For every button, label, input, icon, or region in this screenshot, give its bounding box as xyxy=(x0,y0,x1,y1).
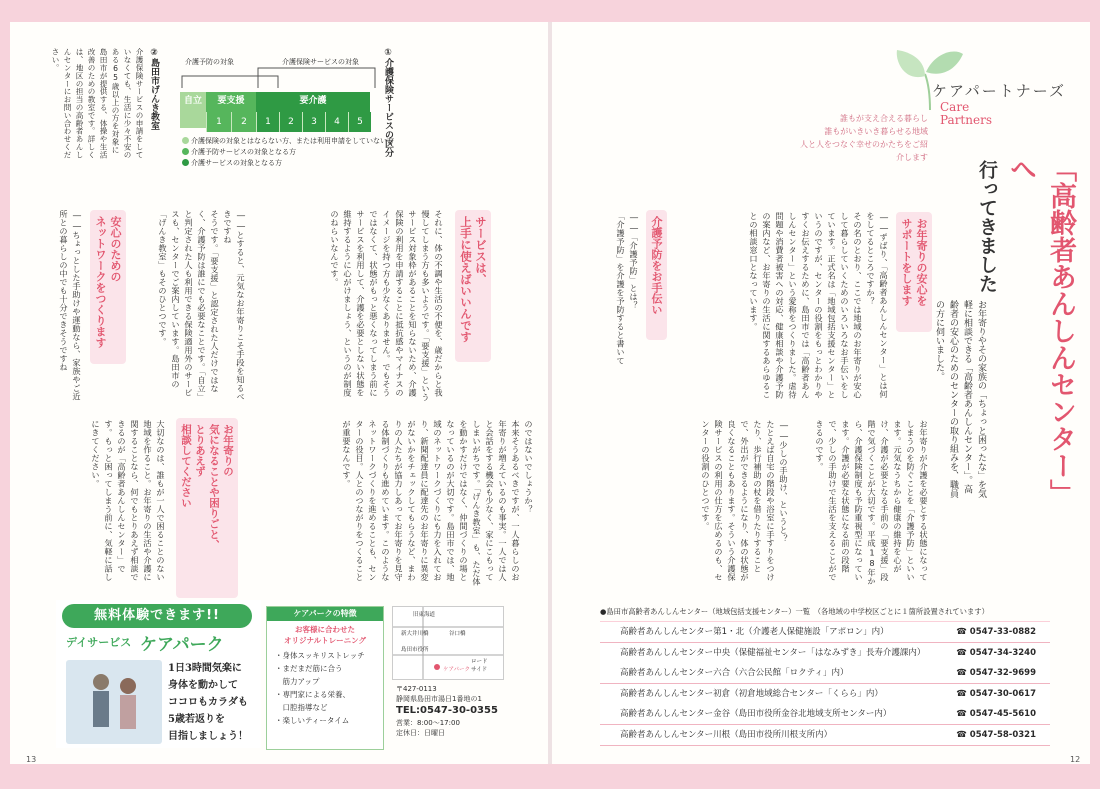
legend-2-text: 介護予防サービスの対象となる方 xyxy=(191,148,296,156)
ad-banner: 無料体験できます!! xyxy=(62,604,252,628)
brand-sub-1: 誰もが支え合える暮らし xyxy=(840,114,928,123)
diagram-num: 5 xyxy=(348,112,371,132)
section1-num: ① xyxy=(383,48,393,58)
section2-title xyxy=(148,48,161,158)
center-row xyxy=(600,663,1050,684)
diagram-num: 4 xyxy=(325,112,348,132)
diagram-num: 1 xyxy=(256,112,279,132)
brand-en-2: Partners xyxy=(940,113,992,127)
body-col-2: ――「介護予防」とは？ 「介護予防」を介護を予防すると書いて xyxy=(616,212,639,365)
legend-dot-dark xyxy=(182,159,189,166)
center-name: 高齢者あんしんセンター川根（島田市役所川根支所内） xyxy=(620,730,833,740)
diagram-yoshien: 要支援 xyxy=(206,92,256,128)
ad-name: ケアパーク xyxy=(140,635,224,655)
center-name: 高齢者あんしんセンター六合（六合公民館「ロクティ」内） xyxy=(620,668,849,679)
feature-item: ・まだまだ筋に合う xyxy=(275,664,343,673)
ad-address: 静岡県島田市湯日1番地の1 xyxy=(396,695,482,703)
center-phone: ☎ 0547-58-0321 xyxy=(956,730,1036,740)
ad-features-box xyxy=(266,606,384,750)
map-label: 旧東海道 xyxy=(413,612,436,618)
headline-main xyxy=(1000,155,1080,515)
ad-closed: 定休日：日曜日 xyxy=(396,729,445,737)
people-photo-icon xyxy=(66,660,162,744)
center-phone: ☎ 0547-45-5610 xyxy=(956,709,1036,720)
map-label: ケアパーク xyxy=(443,667,471,673)
brand-sub-3: 人と人をつなぐ幸せのかたちをご紹介します xyxy=(800,140,928,162)
ad-tagline-2: 身体を動かして xyxy=(168,680,238,691)
diagram-num: 1 xyxy=(206,112,231,132)
ad-feature-sub: お客様に合わせた オリジナルトレーニング xyxy=(284,625,366,645)
body-col-5: ――とすると、元気なお年寄りこそ手段を知るべきですね そうです。「要支援」と認定された人だけではなく、介護予防は誰にでも必要なことです。「自立」と判定された人も利用できる保険適用外のサービスも、センターでご案内しています。島田市の「げんき教室」もそのひとつです。 xyxy=(158,210,246,402)
ad-tel: TEL:0547-30-0355 xyxy=(396,705,498,716)
lead-1: お年寄りやその家族の「ちょっと困ったな」を気軽に相談 xyxy=(962,300,986,498)
brand-subtitle xyxy=(800,112,928,164)
label-prevention: 介護予防の対象 xyxy=(185,58,234,66)
ad-tagline xyxy=(168,660,264,745)
feature-item: 筋力アップ xyxy=(282,677,320,686)
lead-3: センターの取り組みを、職員の方に伺いました。 xyxy=(934,300,958,498)
center-name: 高齢者あんしんセンター初倉（初倉地域総合センター「くらら」内） xyxy=(620,688,883,699)
ad-hours: 営業：8:00〜17:00 xyxy=(396,719,460,727)
center-phone: ☎ 0547-34-3240 xyxy=(956,647,1036,658)
center-name: 高齢者あんしんセンター金谷（島田市役所金谷北地域支所センター内） xyxy=(620,709,892,720)
map-label: ロード サイド xyxy=(471,659,488,673)
legend-1-text: 介護保険の対象とはならない方、または利用申請をしていない方 xyxy=(191,137,394,145)
body-col-4: ――少しの手助け、というと？ たとえば自宅の階段や浴室に手すりをつけたり、歩行補助の杖を借りたりすることで、外出ができるようになり、体の状態が良くなることもあります。そういう介護保険サービスの利用の仕方を広めるのも、センターの役割のひとつです。 xyxy=(701,420,789,582)
headline-sub: 行ってきました xyxy=(976,160,998,293)
diagram-num: 2 xyxy=(279,112,302,132)
lead-text xyxy=(932,300,988,500)
ad-tagline-1: 1日3時間気楽に xyxy=(168,663,242,674)
ad-contact xyxy=(396,684,498,738)
center-row xyxy=(600,643,1050,664)
legend-dot-mid xyxy=(182,148,189,155)
ad-tagline-5: 目指しましょう！ xyxy=(168,731,248,742)
ad-feature-title: ケアパークの特徴 xyxy=(267,607,383,621)
center-name: 高齢者あんしんセンター中央（保健福祉センター「はなみずき」長寿介護課内） xyxy=(620,647,926,658)
diagram-num: 3 xyxy=(302,112,325,132)
headline-open: 「 xyxy=(1045,155,1076,182)
center-phone: ☎ 0547-32-9699 xyxy=(956,668,1036,679)
heading-network: 安心のための ネットワークをつくります xyxy=(90,210,126,364)
body-col-1: ――ずばり、「高齢者あんしんセンター」とは何をしてるところですか？ その名のとおり、ここでは地域のお年寄りが安心して暮らしていくためのいろいろなお手伝いをしています。正式名は「地域包括支援センター」というのですが、センターの役割をもっとわかりやすくお伝えするために、島田市では「高齢者あんしんセンター」という愛称をつくりました。虐待問題や消費者被害への対応、健康相談や介護予防の案内など、お年寄りの生活に関するあらゆることの相談窓口となっています。 xyxy=(749,212,889,399)
section1-title xyxy=(382,48,395,168)
center-row xyxy=(600,704,1050,725)
center-row xyxy=(600,622,1050,643)
legend-1 xyxy=(182,136,394,146)
diagram-brackets xyxy=(180,64,380,92)
feature-item: ・専門家による栄養、 xyxy=(275,690,350,699)
section1-label: 介護保険サービスの区分 xyxy=(383,58,393,157)
ad-tagline-3: ココロもカラダも xyxy=(168,697,248,708)
ad-photo xyxy=(66,660,162,744)
legend-2 xyxy=(182,147,296,157)
page-spine xyxy=(548,22,552,764)
diagram-num: 2 xyxy=(231,112,256,132)
center-name: 高齢者あんしんセンター第1・北（介護老人保健施設「アポロン」内） xyxy=(620,627,889,637)
diagram-yokaigo: 要介護 xyxy=(256,92,370,128)
heading-prevention: 介護予防をお手伝い xyxy=(646,210,667,340)
page-number-right: 12 xyxy=(1070,755,1081,764)
map-label: 谷口橋 xyxy=(449,631,466,637)
section2-text: 介護保険サービスの申請をしていなくても、生活に少々不安のある65歳以上の方を対象に島田市が提供する、体操や生活改善のための教室です。詳しくは、地区の担当の高齢者あんしんセンターにお問い合わせください。 xyxy=(51,48,144,159)
brand-en-1: Care xyxy=(940,100,970,114)
body-col-6: それに、体の不調や生活の不便を、歳だからと我慢してしまう方も多いようです。「要支援」というサービス対象枠があることを知らないため、介護保険の利用を申請することに抵抗感やマイナスのイメージを持つ方も少なくありません。でもそうではなくて、状態がもっと悪くなってしまう前にサービスを利用して、介護を必要としない状態を維持するように心がけましょう、というのが制度のねらいなんです。 xyxy=(330,210,444,402)
section2-num: ② xyxy=(149,48,159,58)
ad-zip: 〒427-0113 xyxy=(396,685,437,693)
legend-3 xyxy=(182,158,282,168)
feature-item: ・楽しいティータイム xyxy=(275,716,350,725)
page-number-left: 13 xyxy=(26,755,37,764)
feature-item: 口腔指導など xyxy=(282,703,328,712)
headline-center: 高齢者あんしんセンター xyxy=(1045,182,1076,479)
lead-2: できる「高齢者あんしんセンター」。高齢者の安心のための xyxy=(948,300,972,494)
center-phone: ☎ 0547-30-0617 xyxy=(956,688,1036,699)
brand-title: ケアパートナーズ xyxy=(932,82,1067,100)
headline-close: 」へ xyxy=(1005,155,1076,506)
heading-support: お年寄りの安心を サポートをします xyxy=(896,212,932,332)
map-label: 島田市役所 xyxy=(401,647,429,653)
ad-map xyxy=(392,606,504,680)
legend-dot-light xyxy=(182,137,189,144)
body-col-7: ――ちょっとした手助けや運動なら、家族やご近所との暮らしの中でも十分できそうですね xyxy=(59,210,82,401)
center-phone: ☎ 0547-33-0882 xyxy=(956,627,1036,637)
body-col-9: 大切なのは、誰もが一人で困ることのない地域を作ること。お年寄りの生活や介護に関することなら、何でもとりあえず相談できるのが「高齢者あんしんセンター」です。もっと困ってしまう前に、気軽に話しにきてください。 xyxy=(91,420,166,582)
brand-sub-2: 誰もがいきいき暮らせる地域 xyxy=(824,127,928,136)
center-row xyxy=(600,684,1050,705)
body-col-3: お年寄りが介護を必要とする状態になってしまうのを防ぐことを「介護予防」といいます。元気なうちから健康の維持を心がけ、介護が必要となる手前の「要支援」段階で気づくことが大切です。平成18年から、介護保険制度も予防重視型になっています。介護が必要な状態になる前の段階で、少しの手助けで生活を支えることができるのです。 xyxy=(815,420,929,586)
ad-feature-list xyxy=(267,649,383,727)
table-caption: ●島田市高齢者あんしんセンター（地域包括支援センター）一覧 （各地域の中学校区ごとに１箇所設置されています） xyxy=(600,607,989,616)
heading-consult: お年寄りの 気になることや困りごと、 とりあえず 相談してください xyxy=(176,418,238,598)
legend-3-text: 介護サービスの対象となる方 xyxy=(191,159,282,167)
body-col-8: のではないでしょうか？ 本来そうあるべきですが、一人暮らしのお年寄りが増えているのも事実。一人では人と会話をする機会も少なく、家にこもってしまいがちです。「げんき教室」も、ただ体を動かすだけではなく、仲間づくりの場となっているのが大切です。島田市では、地域のネットワークづくりにも力を入れており、新聞配達員に配達先のお年寄りに異変がないかをチェックしてもらうなど、まわりの人たちが協力しあってお年寄りを見守る体制づくりも進めています。このようなネットワークづくりを進めることも、センターの役目。人とのつながりをつくることが重要なんです。 xyxy=(342,420,534,586)
label-service: 介護保険サービスの対象 xyxy=(282,58,359,66)
diagram-jiritsu: 自立 xyxy=(180,92,206,128)
section2-label: 島田市げんき教室 xyxy=(149,58,159,130)
map-label: 新大井川橋 xyxy=(401,631,429,637)
center-row xyxy=(600,725,1050,746)
ad-service: デイサービス xyxy=(66,636,132,649)
feature-item: ・身体スッキリストレッチ xyxy=(275,651,365,660)
heading-use-service: サービスは、 上手に使えばいいんです xyxy=(455,210,491,362)
ad-tagline-4: 5歳若返りを xyxy=(168,714,225,725)
